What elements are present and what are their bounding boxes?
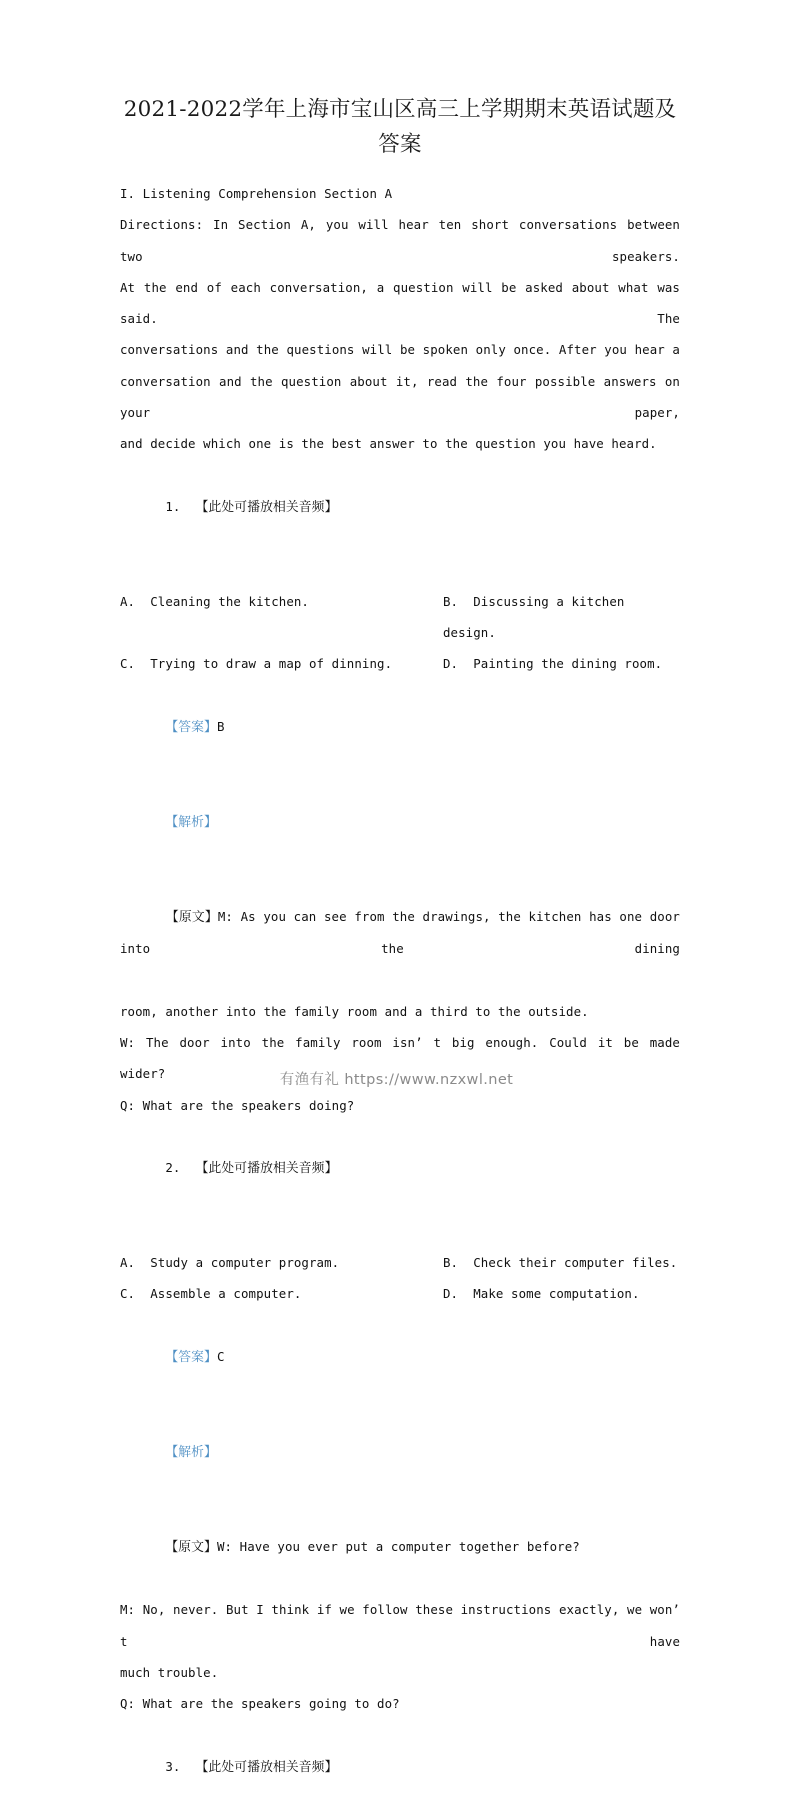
transcript-line-q2-1 — [120, 1499, 680, 1594]
analysis-label: 【解析】 — [165, 814, 217, 830]
option-row-ab-q2 — [120, 1247, 680, 1278]
answer-line-q2 — [120, 1310, 680, 1405]
question-number: 1. — [165, 498, 181, 514]
transcript-line-q1-1 — [120, 870, 688, 996]
option-row-cd-q2 — [120, 1278, 680, 1309]
option-c[interactable]: C. Assemble a computer. — [120, 1286, 302, 1302]
transcript-line-q1-4: Q: What are the speakers doing? — [120, 1097, 355, 1113]
answer-label: 【答案】 — [165, 1349, 217, 1365]
question-number-marker-2 — [120, 1121, 680, 1216]
directions-line-4: conversation and the question about it, read the four possible answers on your paper, — [120, 373, 688, 421]
transcript-text: W: Have you ever put a computer together before? — [216, 1538, 580, 1554]
footer-watermark: 有渔有礼 https://www.nzxwl.net — [279, 1072, 514, 1088]
transcript-line-q1-2: room, another into the family room and a third to the outside. — [120, 1003, 589, 1019]
option-a[interactable]: A. Cleaning the kitchen. — [120, 593, 309, 609]
section-heading: I. Listening Comprehension Section A — [120, 186, 393, 201]
option-b[interactable]: B. Discussing a kitchen design. — [443, 593, 632, 641]
answer-value: B — [216, 719, 225, 735]
question-number: 3. — [165, 1758, 181, 1774]
transcript-line-q1-3: W: The door into the family room isn’ t big enough. Could it be made wider? — [120, 1035, 688, 1082]
transcript-line-q2-3: much trouble. — [120, 1664, 219, 1680]
spacer — [120, 1216, 680, 1247]
transcript-line-q2-4: Q: What are the speakers going to do? — [120, 1696, 400, 1712]
directions-line-5: and decide which one is the best answer to the question you have heard. — [120, 436, 657, 452]
audio-marker-icon[interactable]: 【此处可播放相关音频】 — [195, 499, 338, 515]
option-c[interactable]: C. Trying to draw a map of dinning. — [120, 656, 393, 672]
analysis-line-q1 — [120, 775, 680, 870]
directions-line-1: Directions: In Section A, you will hear ten short conversations between two speakers. — [120, 217, 688, 264]
audio-marker-icon[interactable]: 【此处可播放相关音频】 — [195, 1161, 338, 1177]
analysis-line-q2 — [120, 1405, 680, 1500]
directions-line-2: At the end of each conversation, a question will be asked about what was said. The — [120, 279, 688, 327]
question-number-marker-1 — [120, 460, 680, 555]
question-number-marker-3 — [120, 1720, 680, 1814]
directions-line-3: conversations and the questions will be spoken only once. After you hear a — [120, 342, 680, 358]
transcript-label: 【原文】 — [165, 1539, 217, 1555]
option-a[interactable]: A. Study a computer program. — [120, 1255, 340, 1271]
transcript-line-q2-2: M: No, never. But I think if we follow these instructions exactly, we won’ t have — [120, 1602, 688, 1649]
option-row-ab-q1 — [120, 586, 680, 649]
answer-label: 【答案】 — [165, 720, 217, 736]
document-body — [120, 92, 688, 1814]
answer-line-q1 — [120, 680, 680, 775]
audio-marker-icon[interactable]: 【此处可播放相关音频】 — [195, 1759, 338, 1775]
spacer — [120, 555, 680, 586]
option-b[interactable]: B. Check their computer files. — [443, 1255, 678, 1271]
transcript-text: M: As you can see from the drawings, the kitchen has one door into the dining — [120, 908, 688, 957]
option-row-cd-q1 — [120, 648, 680, 679]
option-d[interactable]: D. Painting the dining room. — [443, 656, 663, 672]
option-d[interactable]: D. Make some computation. — [443, 1286, 640, 1302]
question-number: 2. — [165, 1160, 181, 1176]
analysis-label: 【解析】 — [165, 1444, 217, 1460]
answer-value: C — [216, 1348, 225, 1364]
transcript-label: 【原文】 — [165, 909, 218, 925]
page-title: 2021-2022学年上海市宝山区高三上学期期末英语试题及答案 — [123, 97, 677, 157]
